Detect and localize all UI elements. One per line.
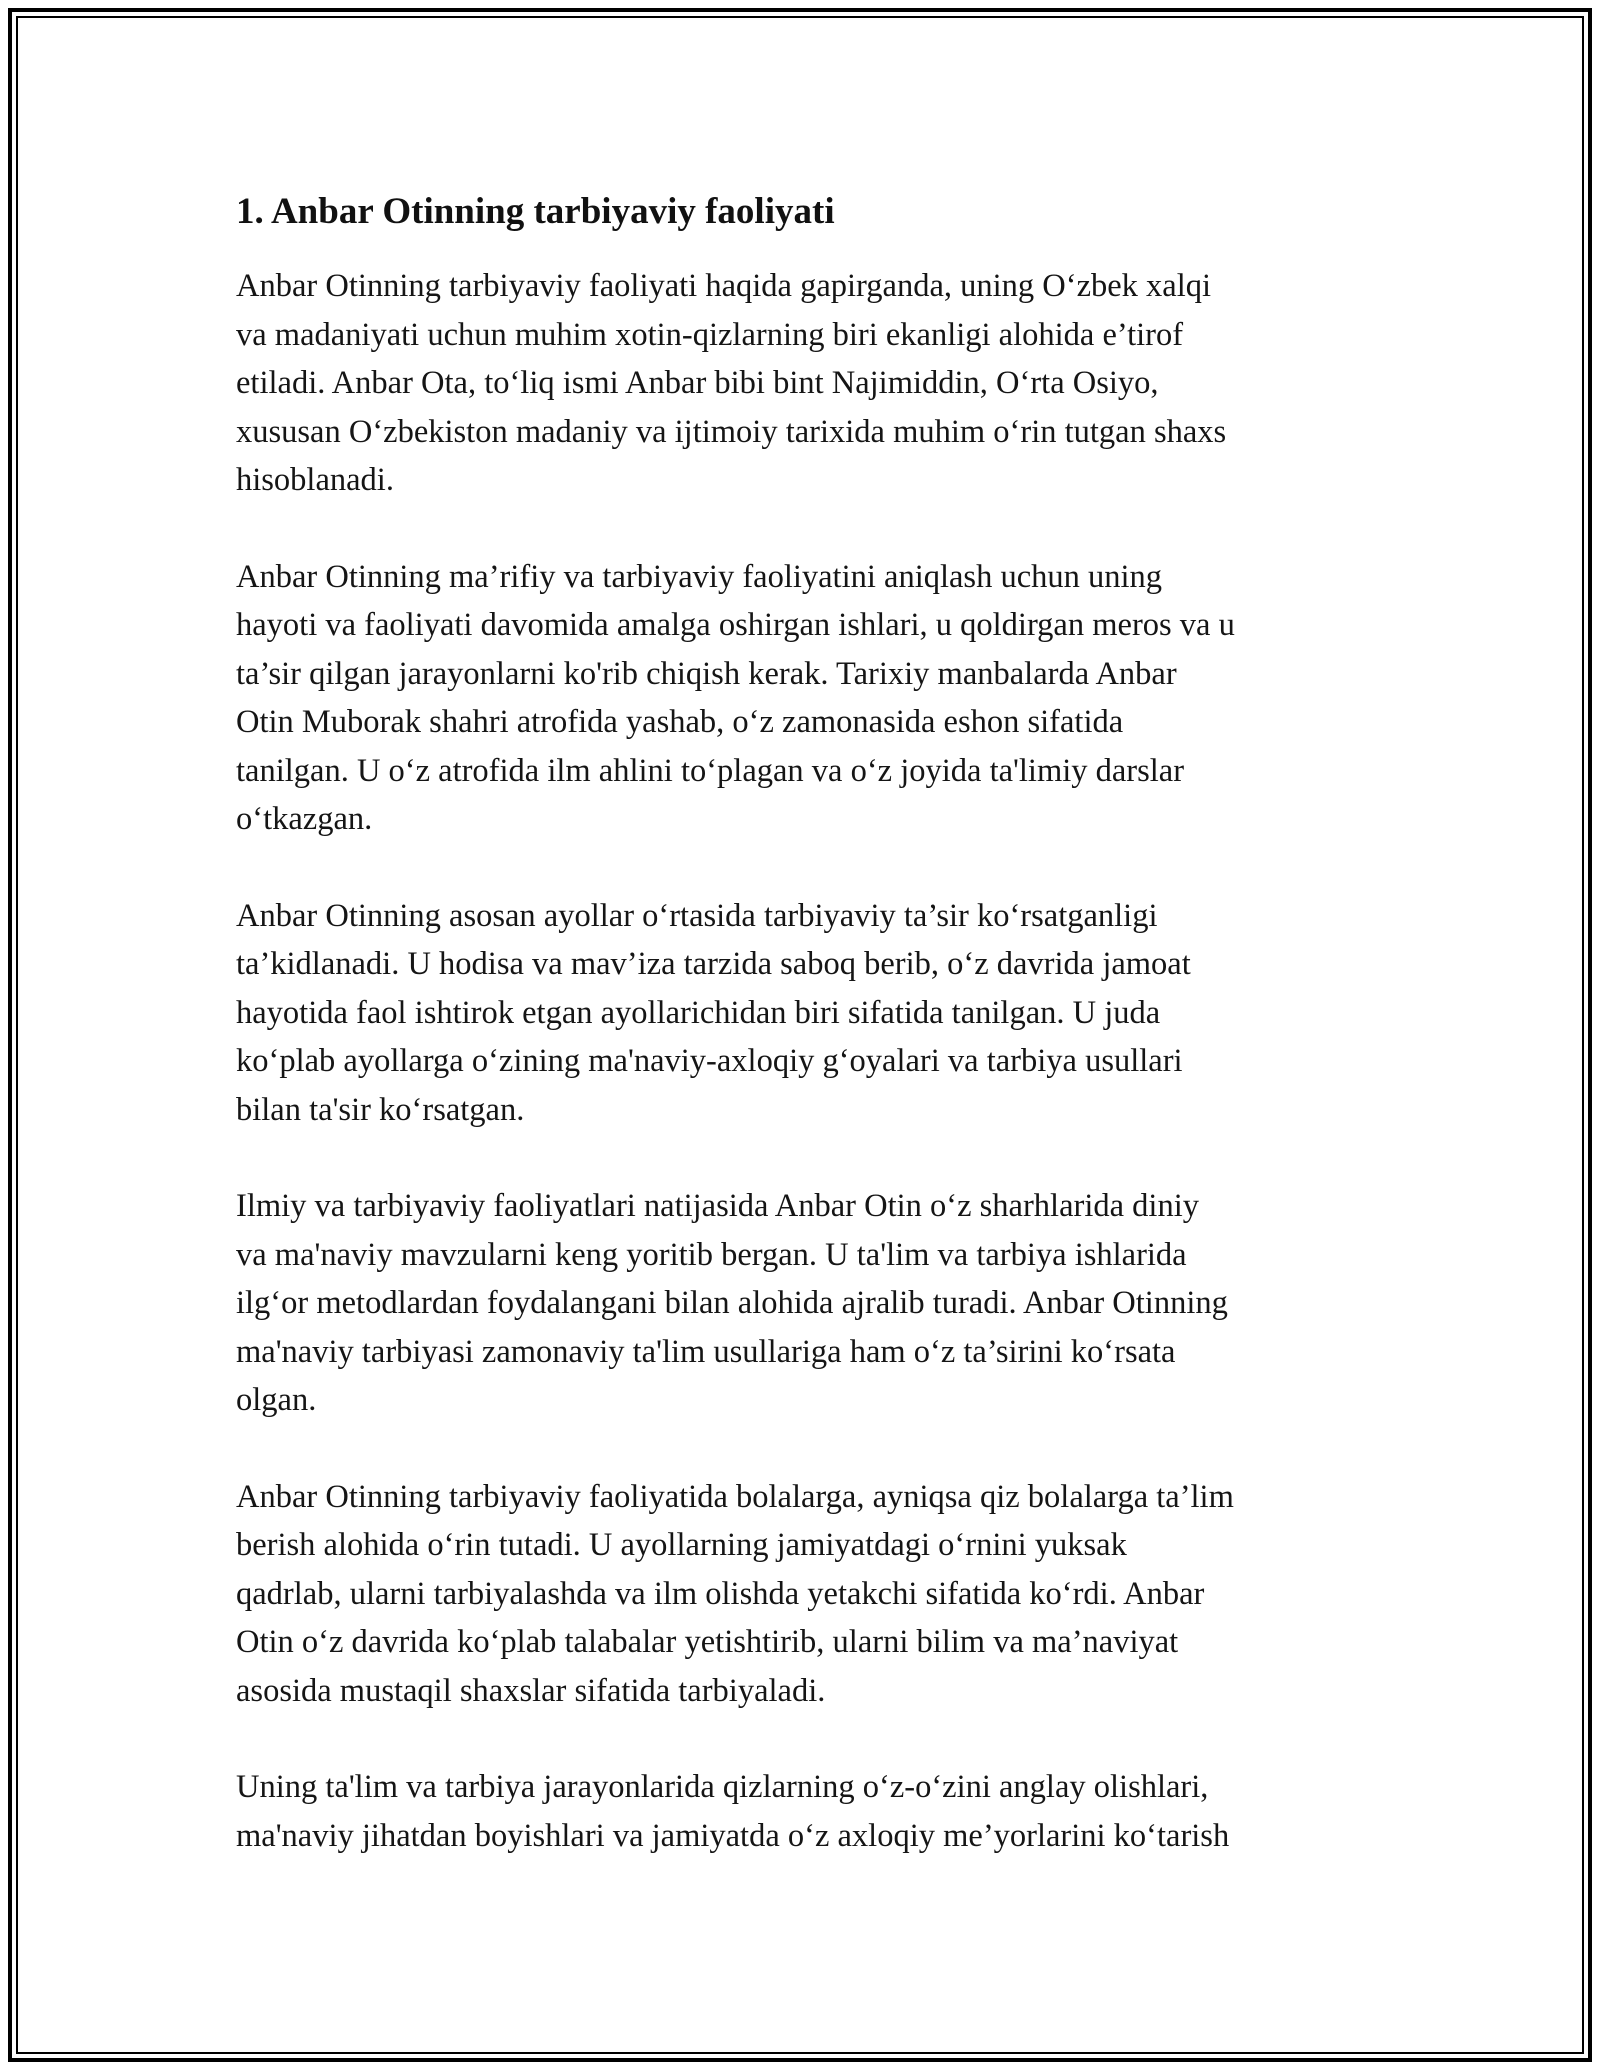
paragraph [236, 1182, 1366, 1425]
text-line: etiladi. Anbar Ota, to‘liq ismi Anbar bibi bint Najimiddin, O‘rta Osiyo, [236, 365, 1159, 401]
text-line: Anbar Otinning tarbiyaviy faoliyatida bolalarga, ayniqsa qiz bolalarga ta’lim [236, 1478, 1234, 1515]
paragraph [236, 892, 1366, 1135]
text-line: tanilgan. U o‘z atrofida ilm ahlini to‘plagan va o‘z joyida ta'limiy darslar [236, 752, 1185, 789]
text-line: ta’sir qilgan jarayonlarni ko'rib chiqish kerak. Tarixiy manbalarda Anbar [236, 655, 1177, 692]
document-body [236, 186, 1366, 1860]
text-line: Anbar Otinning tarbiyaviy faoliyati haqida gapirganda, uning O‘zbek xalqi [236, 268, 1212, 304]
text-line: berish alohida o‘rin tutadi. U ayollarning jamiyatdagi o‘rnini yuksak [236, 1527, 1127, 1563]
paragraph [236, 553, 1366, 844]
text-line: ma'naviy jihatdan boyishlari va jamiyatda o‘z axloqiy me’yorlarini ko‘tarish [236, 1817, 1230, 1854]
text-line: Anbar Otinning ma’rifiy va tarbiyaviy faoliyatini aniqlash uchun uning [236, 558, 1163, 595]
text-line: ko‘plab ayollarga o‘zining ma'naviy-axloqiy g‘oyalari va tarbiya usullari [236, 1043, 1183, 1079]
text-line: qadrlab, ularni tarbiyalashda va ilm olishda yetakchi sifatida ko‘rdi. Anbar [236, 1575, 1205, 1612]
text-line: va ma'naviy mavzularni keng yoritib bergan. U ta'lim va tarbiya ishlarida [236, 1236, 1187, 1273]
text-line: Anbar Otinning asosan ayollar o‘rtasida tarbiyaviy ta’sir ko‘rsatganligi [236, 897, 1158, 934]
text-line: ma'naviy tarbiyasi zamonaviy ta'lim usullariga ham o‘z ta’sirini ko‘rsata [236, 1333, 1176, 1370]
text-line: hisoblanadi. [236, 462, 394, 498]
paragraph [236, 1473, 1366, 1716]
text-line: hayotida faol ishtirok etgan ayollarichidan biri sifatida tanilgan. U juda [236, 994, 1161, 1031]
text-line: hayoti va faoliyati davomida amalga oshirgan ishlari, u qoldirgan meros va u [236, 607, 1235, 643]
text-line: Uning ta'lim va tarbiya jarayonlarida qizlarning o‘z-o‘zini anglay olishlari, [236, 1769, 1209, 1805]
text-line: asosida mustaqil shaxslar sifatida tarbiyaladi. [236, 1672, 826, 1709]
text-line: ilg‘or metodlardan foydalangani bilan alohida ajralib turadi. Anbar Otinning [236, 1285, 1228, 1321]
text-line: Ilmiy va tarbiyaviy faoliyatlari natijasida Anbar Otin o‘z sharhlarida diniy [236, 1188, 1199, 1224]
paragraph [236, 262, 1366, 505]
text-line: Otin o‘z davrida ko‘plab talabalar yetishtirib, ularni bilim va ma’naviyat [236, 1624, 1179, 1660]
text-line: xususan O‘zbekiston madaniy va ijtimoiy tarixida muhim o‘rin tutgan shaxs [236, 413, 1227, 450]
text-line: o‘tkazgan. [236, 801, 373, 837]
section-heading: 1. Anbar Otinning tarbiyaviy faoliyati [236, 191, 835, 232]
text-line: va madaniyati uchun muhim xotin-qizlarning biri ekanligi alohida e’tirof [236, 316, 1184, 353]
text-line: Otin Muborak shahri atrofida yashab, o‘z zamonasida eshon sifatida [236, 704, 1124, 740]
text-line: olgan. [236, 1382, 317, 1418]
text-line: bilan ta'sir ko‘rsatgan. [236, 1091, 525, 1128]
text-line: ta’kidlanadi. U hodisa va mav’iza tarzida saboq berib, o‘z davrida jamoat [236, 946, 1191, 982]
paragraph [236, 1763, 1366, 1860]
